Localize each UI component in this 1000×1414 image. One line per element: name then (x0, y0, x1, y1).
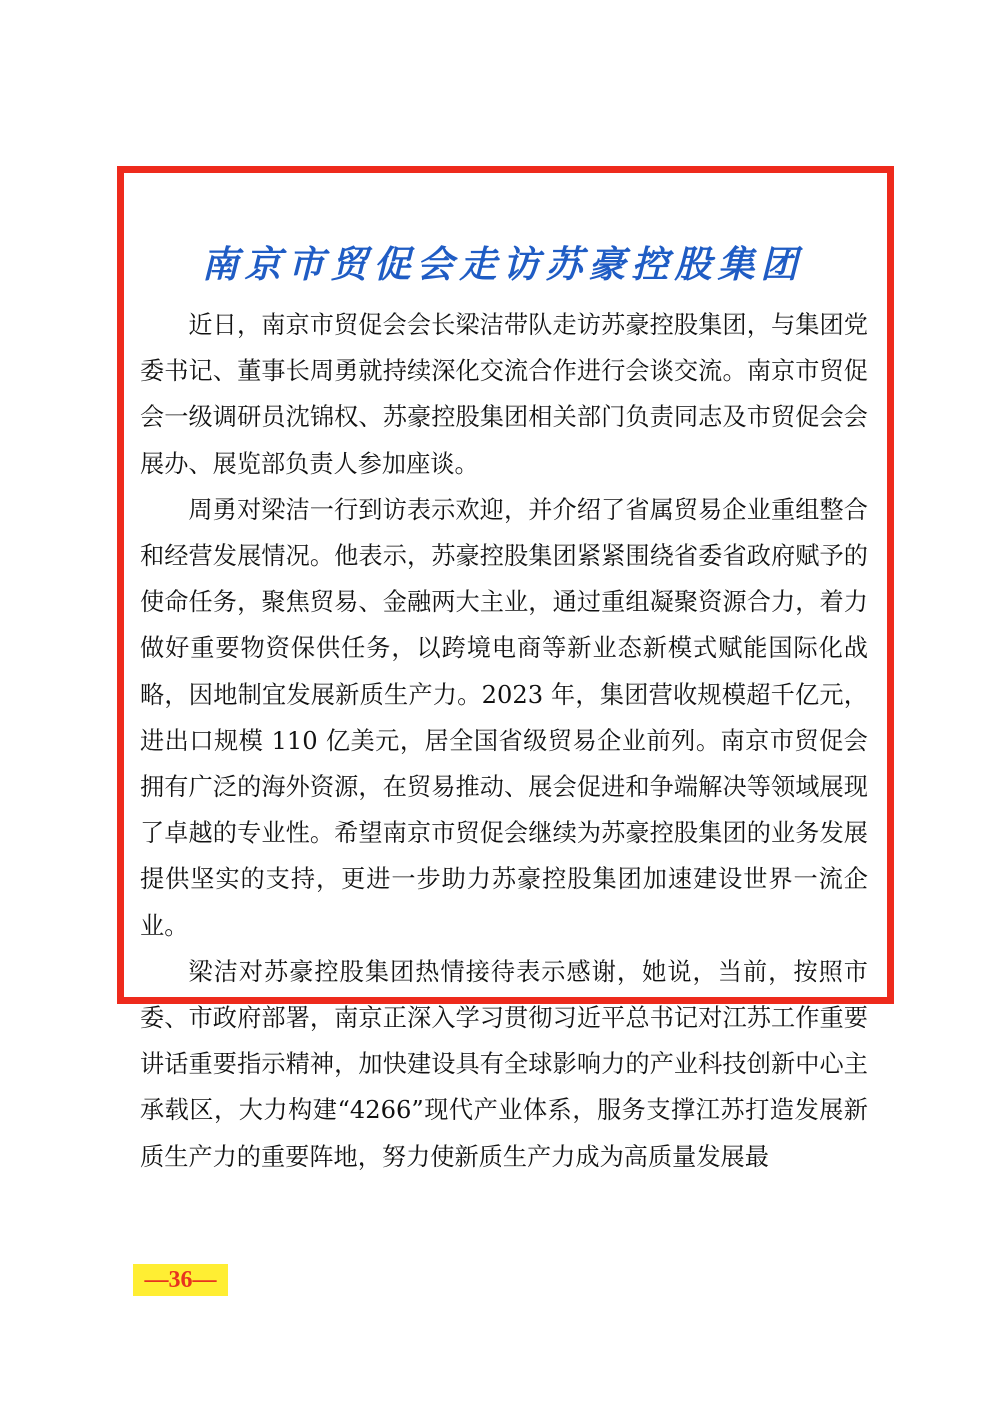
article-title: 南京市贸促会走访苏豪控股集团 (201, 242, 804, 286)
page-number: —36— (133, 1264, 228, 1296)
article-body (140, 302, 868, 1180)
paragraph-1: 近日，南京市贸促会会长梁洁带队走访苏豪控股集团，与集团党委书记、董事长周勇就持续深化交流合作进行会谈交流。南京市贸促会一级调研员沈锦权、苏豪控股集团相关部门负责同志及市贸促会会展办、展览部负责人参加座谈。 (140, 311, 868, 478)
paragraph-2: 周勇对梁洁一行到访表示欢迎，并介绍了省属贸易企业重组整合和经营发展情况。他表示，苏豪控股集团紧紧围绕省委省政府赋予的使命任务，聚焦贸易、金融两大主业，通过重组凝聚资源合力，着力做好重要物资保供任务，以跨境电商等新业态新模式赋能国际化战略，因地制宜发展新质生产力。2023 年，集团营收规模超千亿元，进出口规模 110 亿美元，居全国省级贸易企业前列。南京市贸促会拥有广泛的海外资源，在贸易推动、展会促进和争端解决等领域展现了卓越的专业性。希望南京市贸促会继续为苏豪控股集团的业务发展提供坚实的支持，更进一步助力苏豪控股集团加速建设世界一流企业。 (140, 495, 868, 940)
paragraph-3: 梁洁对苏豪控股集团热情接待表示感谢，她说，当前，按照市委、市政府部署，南京正深入学习贯彻习近平总书记对江苏工作重要讲话重要指示精神，加快建设具有全球影响力的产业科技创新中心主承载区，大力构建“4266”现代产业体系，服务支撑江苏打造发展新质生产力的重要阵地，努力使新质生产力成为高质量发展最 (140, 957, 868, 1171)
